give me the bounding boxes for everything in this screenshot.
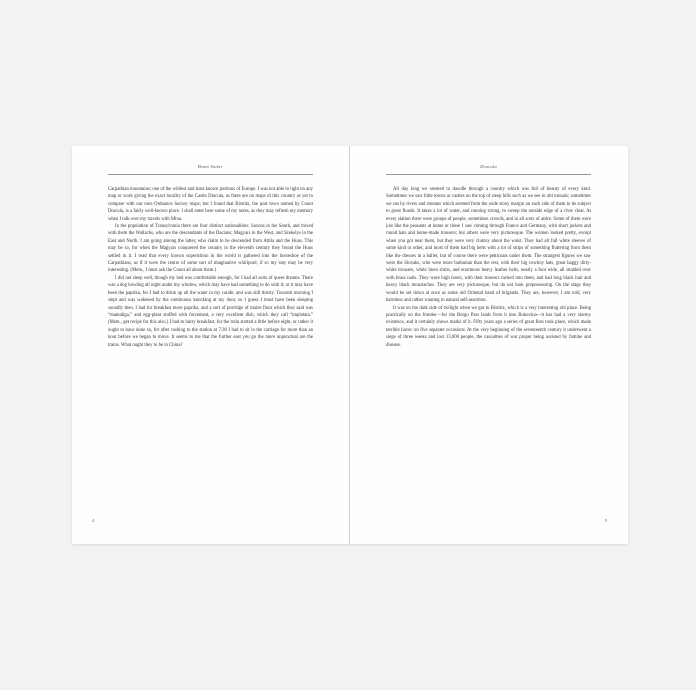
paragraph: Carpathian mountains; one of the wildest and least known portions of Europe. I was not able to light on any map or work giving the exact locality of the Castle Dracula, as there are no maps of this country as yet to compare with our own Ordnance Survey maps; but I found that Bistritz, the post town named by Count Dracula, is a fairly well-known place. I shall enter here some of my notes, as they may refresh my memory when I talk over my travels with Mina.: [108, 187, 313, 222]
paragraph: In the population of Transylvania there are four distinct nationalities: Saxons in the South, and mixed with them the Wallachs, who are the descendants of the Dacians; Magyars in the West, and Szekelys in the East and North. I am going among the latter, who claim to be descended from Attila and the Huns. This may be so, for when the Magyars conquered the country in the eleventh century they found the Huns settled in it. I read that every known superstition in the world is gathered into the horseshoe of the Carpathians, as if it were the centre of some sort of imaginative whirlpool; if so my stay may be very interesting. (Mem., I must ask the Count all about them.): [108, 224, 313, 274]
page-number: 4: [92, 518, 95, 523]
page-number: 5: [604, 518, 607, 523]
left-page: [72, 146, 349, 544]
header-rule: [108, 174, 313, 175]
right-page-text: [386, 186, 591, 349]
running-head-title: Dracula: [480, 164, 497, 169]
book-spread: [72, 146, 628, 544]
running-head-author: Bram Stoker: [197, 164, 224, 169]
paragraph: I did not sleep well, though my bed was comfortable enough, for I had all sorts of queer dreams. There was a dog howling all night under my window, which may have had something to do with it; or it may have been the paprika, for I had to drink up all the water in my carafe, and was still thirsty. Towards morning I slept and was wakened by the continuous knocking at my door, so I guess I must have been sleeping soundly then. I had for breakfast more paprika, and a sort of porridge of maize flour which they said was “mamaliga,” and egg-plant stuffed with forcemeat, a very excellent dish, which they call “impletata.” (Mem., get recipe for this also.) I had to hurry breakfast, for the train started a little before eight, or rather it ought to have done so, for after rushing to the station at 7:30 I had to sit in the carriage for more than an hour before we began to move. It seems to me that the further east you go the more unpunctual are the trains. What ought they to be in China?: [108, 275, 313, 348]
header-rule: [386, 174, 591, 175]
right-page: [350, 146, 627, 544]
paragraph: It was on the dark side of twilight when we got to Bistritz, which is a very interesting old place. Being practically on the frontier—for the Borgo Pass leads from it into Bukovina—it has had a very stormy existence, and it certainly shows marks of it. Fifty years ago a series of great fires took place, which made terrible havoc on five separate occasions. At the very beginning of the seventeenth century it underwent a siege of three weeks and lost 13,000 people, the casualties of war proper being assisted by famine and disease.: [386, 305, 591, 348]
left-page-text: [108, 186, 313, 349]
paragraph: All day long we seemed to dawdle through a country which was full of beauty of every kind. Sometimes we saw little towns or castles on the top of steep hills such as we see in old missals; sometimes we ran by rivers and streams which seemed from the wide stony margin on each side of them to be subject to great floods. It takes a lot of water, and running strong, to sweep the outside edge of a river clear. At every station there were groups of people, sometimes crowds, and in all sorts of attire. Some of them were just like the peasants at home or those I saw coming through France and Germany, with short jackets and round hats and home-made trousers; but others were very picturesque. The women looked pretty, except when you got near them, but they were very clumsy about the waist. They had all full white sleeves of some kind or other, and most of them had big belts with a lot of strips of something fluttering from them like the dresses in a ballet, but of course there were petticoats under them. The strangest figures we saw were the Slovaks, who were more barbarian than the rest, with their big cowboy hats, great baggy dirty-white trousers, white linen shirts, and enormous heavy leather belts, nearly a foot wide, all studded over with brass nails. They wore high boots, with their trousers tucked into them, and had long black hair and heavy black moustaches. They are very picturesque, but do not look prepossessing. On the stage they would be set down at once as some old Oriental band of brigands. They are, however, I am told, very harmless and rather wanting in natural self-assertion.: [386, 187, 591, 304]
